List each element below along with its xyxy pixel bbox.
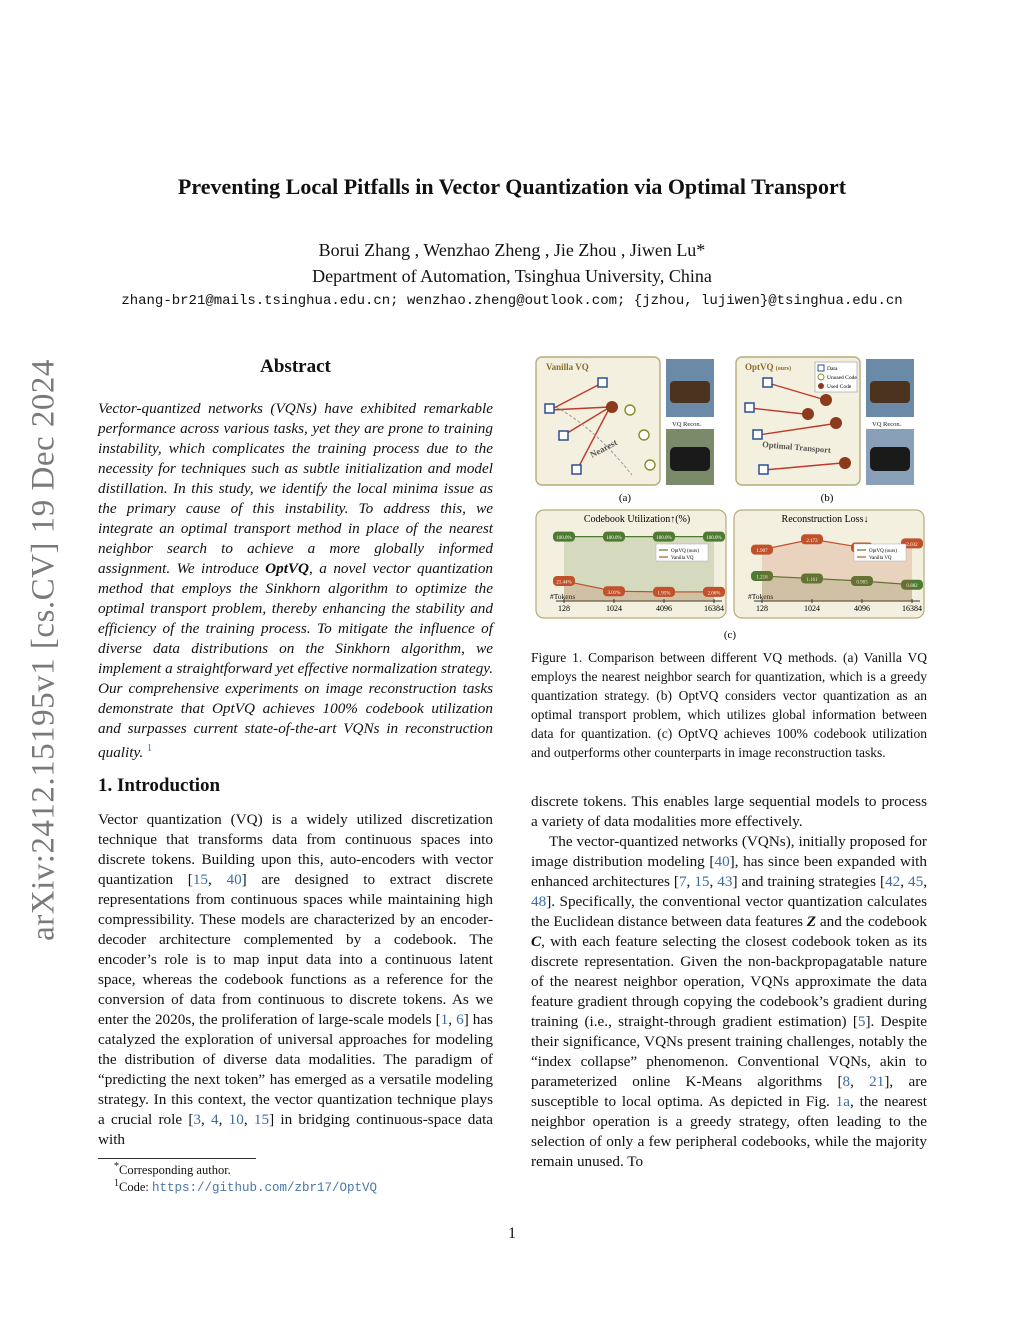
recon-label-b: VQ Recon. <box>872 421 902 428</box>
citation-link[interactable]: 45 <box>908 873 924 890</box>
citation-link[interactable]: 15 <box>694 873 710 890</box>
method-name: OptVQ <box>265 560 310 577</box>
citation-link[interactable]: 48 <box>531 893 547 910</box>
panel-b-title: OptVQ (ours) <box>745 362 792 372</box>
x-axis-label: #Tokens <box>550 592 576 601</box>
code-link[interactable]: https://github.com/zbr17/OptVQ <box>151 1181 378 1196</box>
citation-link[interactable]: 5 <box>857 1013 866 1030</box>
data-point-icon <box>763 378 772 387</box>
data-point-icon <box>559 431 568 440</box>
citation-link[interactable]: 8 <box>842 1073 851 1090</box>
ot-label: Optimal Transport <box>761 439 832 455</box>
data-point-icon <box>545 404 554 413</box>
chart-loss-title: Reconstruction Loss↓ <box>781 514 869 525</box>
citation-link[interactable]: 40 <box>714 853 730 870</box>
footnote-code: $^1$Code: https://github.com/zbr17/OptVQ <box>114 1178 378 1196</box>
data-label: 1.95% <box>657 591 671 597</box>
used-code-icon <box>606 401 618 413</box>
author-list: Borui Zhang , Wenzhao Zheng , Jie Zhou , Jiwen Lu* <box>318 240 706 260</box>
citation-link[interactable]: 21 <box>869 1073 885 1090</box>
citation-link[interactable]: 7 <box>678 873 687 890</box>
data-point-icon <box>753 430 762 439</box>
data-label: 3.01% <box>607 590 621 596</box>
nearest-label: Nearest <box>588 437 619 460</box>
data-label: 0.983 <box>856 580 868 586</box>
footnote-ref[interactable]: 1 <box>146 743 152 754</box>
x-tick-label: 16384 <box>902 604 922 613</box>
right-column-text <box>531 792 927 1172</box>
x-tick-label: 4096 <box>656 604 672 613</box>
legend-label: OptVQ (ours) <box>671 549 699 554</box>
used-code-icon <box>820 394 832 406</box>
x-tick-label: 16384 <box>704 604 724 613</box>
data-label: 100.0% <box>706 536 722 542</box>
used-code-icon <box>839 457 851 469</box>
data-label: 1.907 <box>756 549 768 555</box>
right-para-1: The vector-quantized networks (VQNs), initially proposed for image distribution modeling [40], has since been expanded with enhanced architectures [7, 15, 43] and training strategies [42, 45, 48]. Specifically, the conventional vector quantization calculates the Euclidean distance between data features Z and the codebook C, with each feature selecting the closest codebook token as its discrete representation. Given the non-backpropagatable nature of the nearest neighbor operation, VQNs approximate the data feature gradient through copying the codebook’s gradient during training (i.e., straight-through gradient estimation) [5]. Despite their significance, VQNs present training challenges, notably the “index collapse” phenomenon. Conventional VQNs, akin to parameterized online K-Means algorithms [8, 21], are susceptible to local optima. As depicted in Fig. 1a, the nearest neighbor operation is a greedy strategy, often leading to the selection of only a few peripheral codebooks, while the majority remain unused. To <box>531 833 928 1170</box>
unused-code-icon <box>645 460 655 470</box>
data-label: 2.032 <box>906 542 918 548</box>
citation-link[interactable]: 10 <box>228 1111 244 1128</box>
citation-link[interactable]: 1 <box>440 1011 449 1028</box>
data-label: 2.173 <box>806 538 818 544</box>
chart-util-title: Codebook Utilization↑(%) <box>583 514 691 525</box>
data-label: 1.161 <box>806 578 818 584</box>
right-para-0: discrete tokens. This enables large sequential models to process a variety of data modalities more effectively. <box>531 793 927 830</box>
panel-a-title: Vanilla VQ <box>546 362 589 372</box>
citation-link[interactable]: 6 <box>456 1011 464 1028</box>
label-a: (a) <box>618 492 632 504</box>
data-label: 1.218 <box>756 575 768 581</box>
unused-code-icon <box>639 430 649 440</box>
author-emails: zhang-br21@mails.tsinghua.edu.cn; wenzhao.zheng@outlook.com; {jzhou, lujiwen}@tsinghua.edu.cn <box>121 293 903 309</box>
chart-util-plot <box>550 532 725 613</box>
citation-link[interactable]: 40 <box>226 871 242 888</box>
citation-link[interactable]: 4 <box>211 1111 219 1128</box>
data-point-icon <box>572 465 581 474</box>
abstract-body <box>98 399 493 763</box>
label-b: (b) <box>820 492 834 504</box>
figure-ref-link[interactable]: 1a <box>835 1093 850 1110</box>
affiliation: Department of Automation, Tsinghua University, China <box>312 266 712 286</box>
abstract-text-1: Vector-quantized networks (VQNs) have exhibited remarkable performance across various tasks, yet they are prone to training instability, which complicates the training process due to the necessity for techniques such as subtle initialization and model distillation. In this study, we identify the local minima issue as the primary cause of this instability. To address this, we integrate an optimal transport method in place of the nearest neighbor search to achieve a more globally informed assignment. We introduce <box>98 400 493 577</box>
footnote-divider <box>98 1158 256 1159</box>
abstract-text-2: , a novel vector quantization method that employs the Sinkhorn algorithm to optimize the optimal transport problem, thereby enhancing the stability and efficiency of the training process. To mitigate the influence of diverse data distributions on the Sinkhorn algorithm, we implement a straightforward yet effective normalization strategy. Our comprehensive experiments on image reconstruction tasks demonstrate that OptVQ achieves 100% codebook utilization and surpasses current state-of-the-art VQNs in reconstruction quality. <box>98 560 494 762</box>
citation-link[interactable]: 3 <box>193 1111 201 1128</box>
data-label: 100.0% <box>656 536 672 542</box>
arxiv-sidebar <box>22 350 66 950</box>
data-label: 100.0% <box>556 536 572 542</box>
legend-unused-icon <box>818 374 824 380</box>
data-label: 0.882 <box>906 584 918 590</box>
data-point-icon <box>745 403 754 412</box>
citation-link[interactable]: 42 <box>885 873 901 890</box>
arxiv-identifier: arXiv:2412.15195v1 [cs.CV] 19 Dec 2024 <box>25 359 62 941</box>
x-tick-label: 1024 <box>606 604 622 613</box>
abstract-heading: Abstract <box>260 356 331 377</box>
citation-link[interactable]: 43 <box>717 873 733 890</box>
x-tick-label: 1024 <box>804 604 820 613</box>
legend-label: Vanilla VQ <box>869 556 892 561</box>
footnote-corresponding: *Corresponding author. <box>114 1161 231 1178</box>
figure-1-graphic <box>532 355 928 645</box>
data-point-icon <box>759 465 768 474</box>
legend-data-label: Data <box>827 366 838 372</box>
panel-a-frame <box>536 357 660 485</box>
legend-label: Vanilla VQ <box>671 556 694 561</box>
figure-1 <box>532 355 928 645</box>
intro-heading: 1. Introduction <box>98 775 221 796</box>
figure-caption: Figure 1. Comparison between different VQ methods. (a) Vanilla VQ employs the nearest neighbor search for quantization, which is a greedy quantization strategy. (b) OptVQ considers vector quantization as an optimal transport problem, which utilizes global information between data for quantization. (c) OptVQ achieves 100% codebook utilization and outperforms other counterparts in image reconstruction tasks. <box>531 650 927 760</box>
citation-link[interactable]: 15 <box>253 1111 270 1128</box>
legend-unused-label: Unused Code <box>827 375 857 381</box>
data-point-icon <box>598 378 607 387</box>
used-code-icon <box>802 408 814 420</box>
x-axis-label: #Tokens <box>748 592 774 601</box>
x-tick-label: 128 <box>756 604 768 613</box>
legend-data-icon <box>818 365 824 371</box>
intro-paragraph: Vector quantization (VQ) is a widely utilized discretization technique that transforms data from continuous spaces into discrete tokens. Building upon this, auto-encoders with vector quantization [15, 40] are designed to extract discrete representations from continuous spaces while maintaining high compressibility. These models are characterized by an encoder-decoder architecture complemented by a codebook. The encoder’s role is to map input data into a continuous latent space, whereas the codebook functions as a reference for the conversion of data from continuous to discrete tokens. As we enter the 2020s, the proliferation of large-scale models [1, 6] has catalyzed the exploration of universal approaches for modeling the distribution of diverse data modalities. The paradigm of “predicting the next token” has emerged as a versatile modeling strategy. In this context, the vector quantization technique plays a crucial role [3, 4, 10, 15] in bridging continuous-space data with <box>98 811 494 1148</box>
recon-label-a: VQ Recon. <box>672 421 702 428</box>
legend-used-label: Used Code <box>827 384 852 390</box>
paper-title: Preventing Local Pitfalls in Vector Quantization via Optimal Transport <box>177 174 847 199</box>
legend-used-icon <box>818 383 824 389</box>
unused-code-icon <box>625 405 635 415</box>
page-number: 1 <box>508 1225 516 1242</box>
citation-link[interactable]: 15 <box>192 871 208 888</box>
data-label: 21.44% <box>556 580 572 586</box>
data-label: 100.0% <box>606 536 622 542</box>
x-tick-label: 128 <box>558 604 570 613</box>
data-label: 2.06% <box>707 591 721 597</box>
used-code-icon <box>830 417 842 429</box>
x-tick-label: 4096 <box>854 604 870 613</box>
legend-label: OptVQ (ours) <box>869 549 897 554</box>
label-c: (c) <box>723 629 737 641</box>
